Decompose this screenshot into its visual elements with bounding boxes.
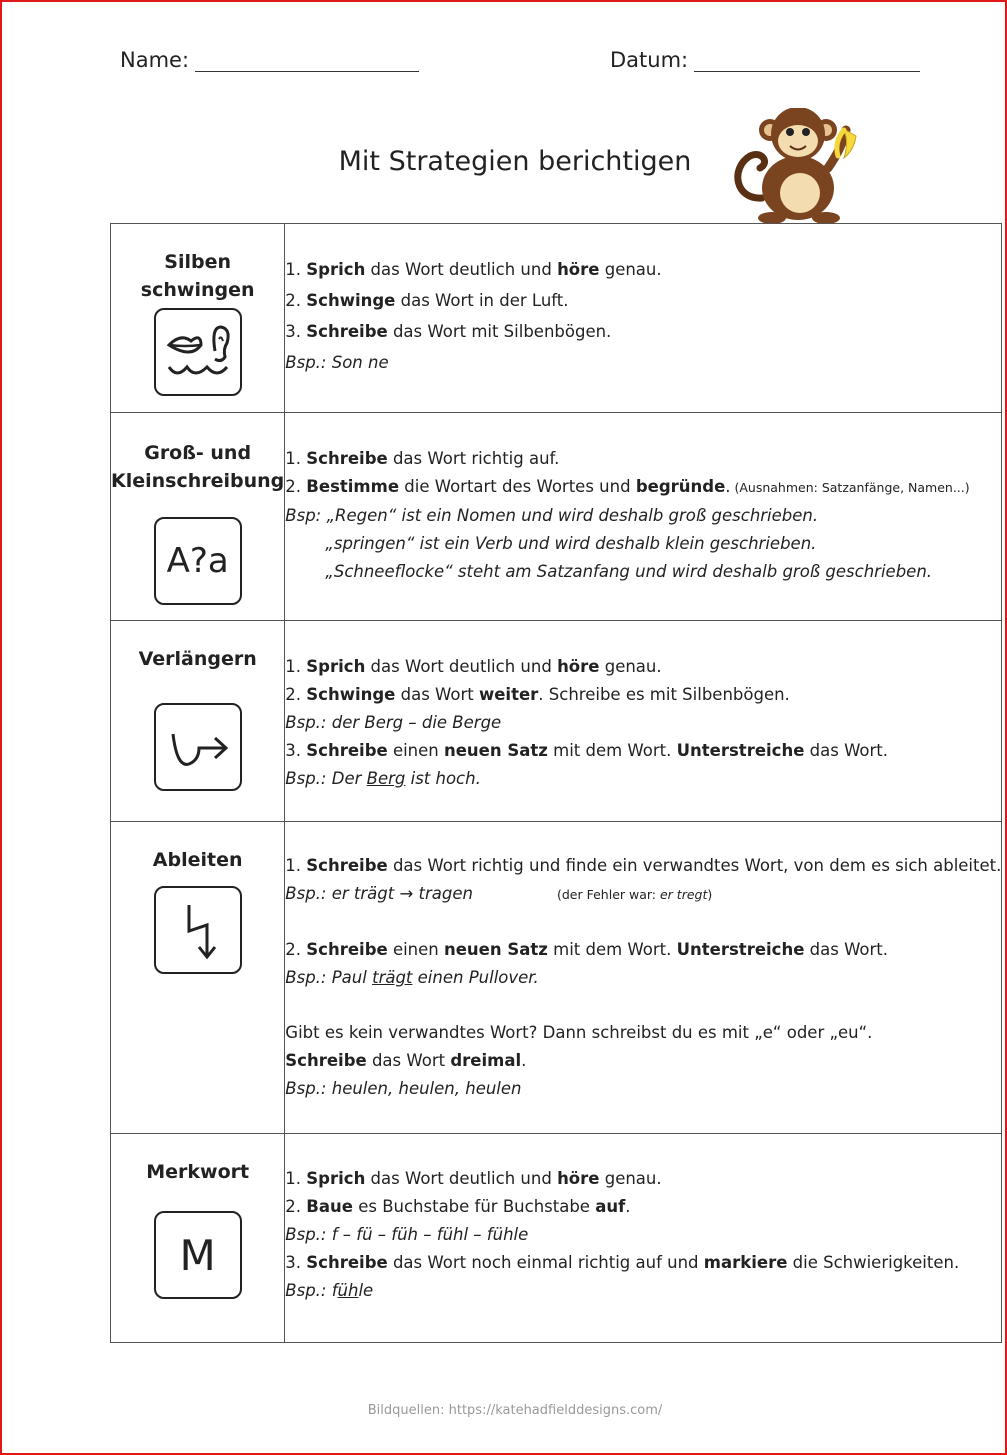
row-verlaengern [111, 621, 1002, 822]
date-field [610, 48, 920, 72]
instruction-line: 1. Sprich das Wort deutlich und höre genau. [285, 657, 662, 676]
example-line: Bsp.: Der Berg ist hoch. [285, 769, 481, 788]
case-icon: A?a [154, 517, 242, 605]
instruction-line: 3. Schreibe das Wort mit Silbenbögen. [285, 322, 612, 341]
page-title: Mit Strategien berichtigen [338, 146, 692, 177]
example-line: „springen“ ist ein Verb und wird deshalb klein geschrieben. [325, 534, 817, 553]
instruction-line: 3. Schreibe das Wort noch einmal richtig auf und markiere die Schwierigkeiten. [285, 1253, 960, 1272]
strategy-name: Silben schwingen [140, 251, 255, 301]
example-line: Bsp.: Son ne [285, 353, 389, 372]
mouth-ear-syllable-icon [154, 308, 242, 396]
name-label: Name: [120, 48, 190, 72]
instruction-line: 2. Schreibe einen neuen Satz mit dem Wort. Unterstreiche das Wort. [285, 940, 889, 959]
date-label: Datum: [610, 48, 689, 72]
strategy-name: Groß- und Kleinschreibung [111, 442, 285, 492]
name-line[interactable] [195, 49, 419, 72]
example-line: Bsp: „Regen“ ist ein Nomen und wird deshalb groß geschrieben. [285, 506, 819, 525]
instruction-line: 1. Schreibe das Wort richtig auf. [285, 449, 560, 468]
instruction-line: 2. Baue es Buchstabe für Buchstabe auf. [285, 1197, 631, 1216]
example-line: Bsp.: der Berg – die Berge [285, 713, 502, 732]
instruction-line: 2. Bestimme die Wortart des Wortes und begründe. (Ausnahmen: Satzanfänge, Namen...) [285, 477, 970, 496]
example-line: Bsp.: fühle [285, 1281, 374, 1300]
row-merkwort [111, 1134, 1002, 1343]
row-ableiten [111, 822, 1002, 1134]
monkey-illustration [730, 108, 870, 226]
instruction-line: 2. Schwinge das Wort in der Luft. [285, 291, 569, 310]
example-line: Bsp.: er trägt → tragen (der Fehler war: er tregt) [285, 884, 713, 903]
name-field [120, 48, 419, 72]
error-note: (der Fehler war: er tregt) [556, 887, 713, 902]
example-line: Bsp.: f – fü – füh – fühl – fühle [285, 1225, 529, 1244]
row-silben-schwingen [111, 224, 1002, 413]
image-source-footer: Bildquellen: https://katehadfielddesigns.com/ [367, 1403, 663, 1418]
strategy-name: Ableiten [152, 849, 243, 871]
instruction-line: 3. Schreibe einen neuen Satz mit dem Wort. Unterstreiche das Wort. [285, 741, 889, 760]
date-line[interactable] [694, 49, 920, 72]
example-line: Bsp.: heulen, heulen, heulen [285, 1079, 522, 1098]
example-line: Bsp.: Paul trägt einen Pullover. [285, 968, 539, 987]
instruction-line: 1. Sprich das Wort deutlich und höre genau. [285, 1169, 662, 1188]
instruction-line: Schreibe das Wort dreimal. [285, 1051, 527, 1070]
lightning-arrow-icon [154, 886, 242, 974]
strategy-name: Verlängern [138, 648, 257, 670]
strategy-name: Merkwort [146, 1161, 250, 1183]
curve-arrow-icon [154, 703, 242, 791]
instruction-line: 2. Schwinge das Wort weiter. Schreibe es mit Silbenbögen. [285, 685, 790, 704]
example-line: „Schneeflocke“ steht am Satzanfang und wird deshalb groß geschrieben. [325, 562, 933, 581]
strategy-table [110, 223, 1002, 1343]
merkwort-icon: M [154, 1211, 242, 1299]
instruction-line: 1. Schreibe das Wort richtig und finde ein verwandtes Wort, von dem es sich ableitet. [285, 856, 1002, 875]
instruction-line: 1. Sprich das Wort deutlich und höre genau. [285, 260, 662, 279]
question-line: Gibt es kein verwandtes Wort? Dann schreibst du es mit „e“ oder „eu“. [285, 1023, 873, 1042]
row-gross-kleinschreibung [111, 413, 1002, 621]
